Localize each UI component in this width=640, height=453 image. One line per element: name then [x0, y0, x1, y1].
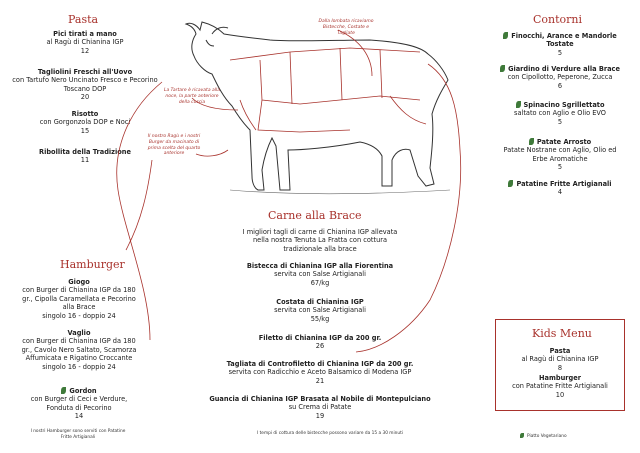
contorni-item: [494, 101, 626, 126]
item-price: singolo 16 - doppio 24: [42, 362, 116, 371]
item-price: 55/kg: [310, 314, 330, 323]
pasta-item: [20, 110, 150, 135]
item-name: Filetto di Chianina IGP da 200 gr.: [258, 334, 382, 342]
contorni-title: Contorni: [533, 13, 583, 26]
pasta-item: [20, 30, 150, 55]
item-desc: con Patatine Fritte Artigianali: [512, 382, 608, 391]
vegetarian-leaf-icon: [529, 138, 534, 145]
item-price: 8: [557, 363, 563, 372]
item-price: 19: [315, 411, 325, 420]
item-price: 5: [557, 163, 563, 172]
item-price: 15: [80, 126, 90, 135]
item-desc: con Burger di Chianina IGP da 180 gr., Cipolla Caramellata e Pecorino alla Brace: [22, 286, 136, 312]
item-price: 12: [80, 46, 90, 55]
cut-lines: [230, 48, 426, 132]
item-desc: con Gorgonzola DOP e Noci: [39, 118, 131, 127]
brace-item: [220, 298, 420, 323]
brace-note: I tempi di cottura delle bistecche possono variare da 15 a 30 minuti: [256, 431, 403, 436]
hamburger-item: [18, 278, 140, 320]
item-desc: al Ragù di Chianina IGP: [521, 355, 599, 364]
hamburger-note: I nostri Hamburger sono serviti con Patatine Fritte Artigianali: [30, 429, 126, 440]
brace-intro: I migliori tagli di carne di Chianina IGP allevata nella nostra Tenuta La Fratta con cottura tradizionale alla brace: [242, 228, 398, 253]
item-price: 14: [74, 412, 84, 421]
item-price: 21: [315, 376, 325, 385]
item-desc: servita con Salse Artigianali: [274, 306, 366, 315]
note-ragu: Il nostro Ragù e i nostri Burger da macinato di prima scelta del quarto anteriore: [147, 134, 201, 157]
item-desc: servita con Salse Artigianali: [274, 270, 366, 279]
vegetarian-leaf-icon: [508, 180, 513, 187]
item-desc: con Cipollotto, Peperone, Zucca: [507, 73, 613, 82]
contorni-item: [494, 65, 626, 90]
item-name: Gordon: [69, 387, 97, 395]
vegetarian-leaf-icon: [520, 433, 524, 438]
item-price: singolo 16 - doppio 24: [42, 311, 116, 320]
item-price: 4: [557, 188, 563, 197]
item-name: Tagliolini Freschi all'Uovo: [37, 68, 133, 76]
item-name: Spinacino Sgrillettato: [523, 101, 605, 109]
vegetarian-leaf-icon: [500, 65, 505, 72]
item-desc: con Tartufo Nero Uncinato Fresco e Pecorino Toscano DOP: [12, 76, 158, 93]
item-desc: con Burger di Chianina IGP da 180 gr., Cavolo Nero Saltato, Scamorza Affumicata e Rigatino Croccante: [21, 337, 137, 363]
item-name: Risotto: [71, 110, 99, 118]
item-name: Pasta: [549, 347, 571, 355]
item-desc: al Ragù di Chianina IGP: [46, 38, 124, 47]
item-desc: saltato con Aglio e Olio EVO: [514, 109, 606, 118]
item-name: Patatine Fritte Artigianali: [516, 180, 612, 188]
legend-label: Piatto Vegetariano: [527, 434, 567, 439]
item-price: 10: [555, 390, 565, 399]
hamburger-item: [18, 329, 140, 371]
vegetarian-leaf-icon: [503, 32, 508, 39]
brace-item: [220, 262, 420, 287]
contorni-item: [500, 138, 620, 172]
item-name: Costata di Chianina IGP: [276, 298, 364, 306]
item-desc: Patate Nostrane con Aglio, Olio ed Erbe Aromatiche: [503, 146, 617, 163]
kids-title: Kids Menu: [532, 327, 592, 340]
pasta-title: Pasta: [68, 13, 99, 26]
note-lombata: Dalla lombata ricaviamo Bistecche, Costate e Tagliate: [318, 19, 374, 36]
item-name: Pici tirati a mano: [53, 30, 117, 38]
item-price: 26: [315, 342, 325, 351]
item-price: 5: [557, 117, 563, 126]
hamburger-item: [18, 387, 140, 421]
item-price: 67/kg: [310, 278, 330, 287]
item-name: Hamburger: [539, 374, 581, 382]
contorni-item: [494, 180, 626, 197]
item-price: 6: [557, 81, 563, 90]
item-price: 20: [80, 93, 90, 102]
item-name: Giardino di Verdure alla Brace: [508, 65, 620, 73]
item-name: Bistecca di Chianina IGP alla Fiorentina: [246, 262, 394, 270]
pasta-item: [12, 68, 158, 102]
item-name: Patate Arrosto: [536, 138, 592, 146]
item-name: Ribollita della Tradizione: [39, 148, 131, 156]
item-name: Finocchi, Arance e Mandorle Tostate: [511, 32, 617, 49]
contorni-item: [500, 32, 620, 57]
brace-item: [186, 395, 454, 420]
hamburger-title: Hamburger: [60, 258, 125, 271]
ground-line: [230, 190, 450, 194]
brace-title: Carne alla Brace: [268, 209, 362, 222]
kids-item: [500, 347, 620, 372]
item-name: Guancia di Chianina IGP Brasata al Nobile di Montepulciano: [209, 395, 431, 403]
cow-outline: [186, 22, 448, 190]
pasta-item: [20, 148, 150, 165]
item-desc: servita con Radicchio e Aceto Balsamico di Modena IGP: [228, 368, 412, 377]
brace-item: [220, 334, 420, 351]
item-desc: con Burger di Ceci e Verdure, Fonduta di Pecorino: [30, 395, 128, 412]
note-tartare: La Tartare è ricavata alla noce, la parte anteriore della coscia: [163, 88, 221, 105]
item-desc: su Crema di Patate: [288, 403, 352, 412]
item-price: 11: [80, 156, 90, 165]
item-name: Giogo: [68, 278, 90, 286]
vegetarian-legend: [520, 433, 620, 440]
vegetarian-leaf-icon: [61, 387, 66, 394]
brace-item: [196, 360, 444, 385]
item-price: 5: [557, 48, 563, 57]
item-name: Vaglio: [67, 329, 91, 337]
item-name: Tagliata di Controfiletto di Chianina IGP da 200 gr.: [226, 360, 414, 368]
kids-item: [500, 374, 620, 399]
vegetarian-leaf-icon: [516, 101, 521, 108]
